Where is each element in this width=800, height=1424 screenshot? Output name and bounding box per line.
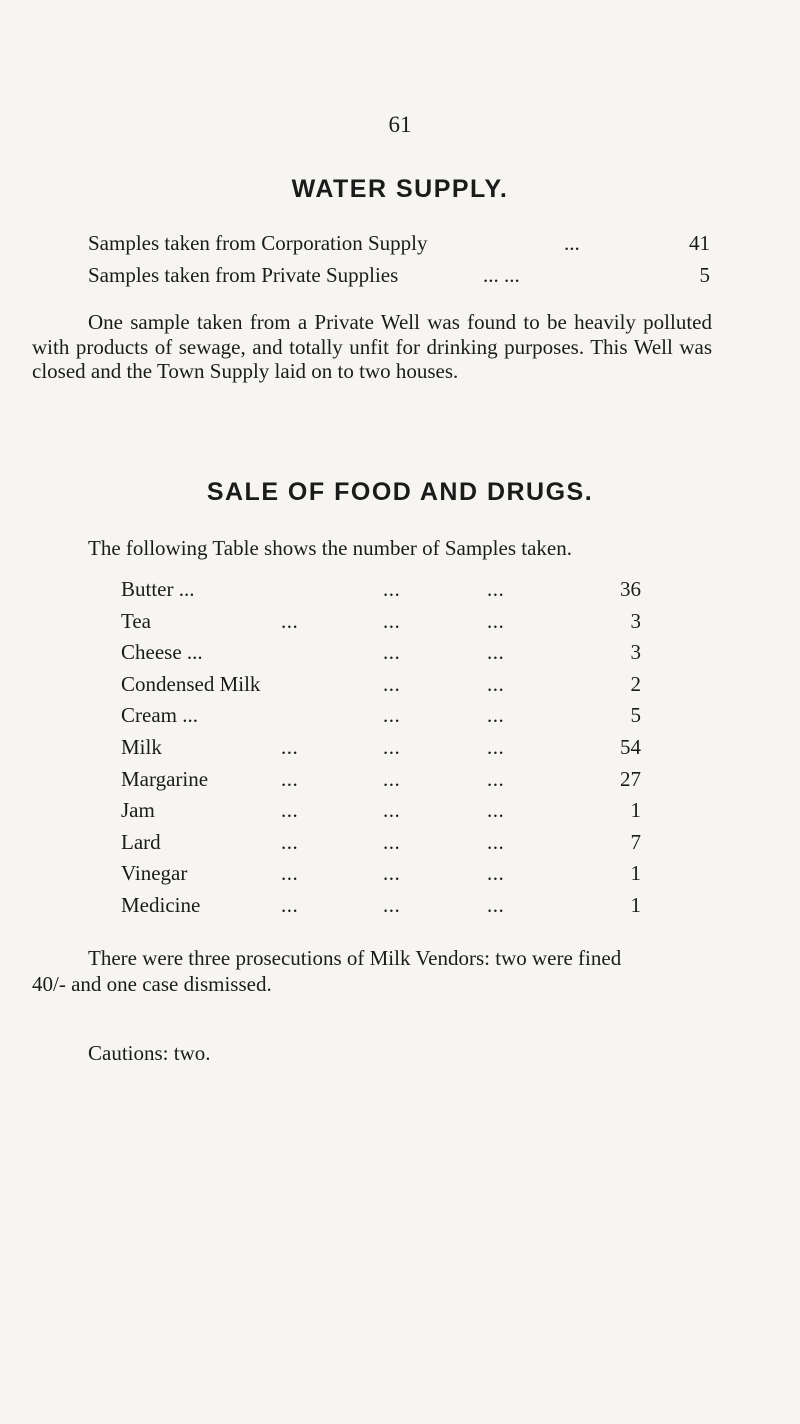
food-item-name: Milk xyxy=(121,734,162,759)
food-item-name: Condensed Milk xyxy=(121,671,261,696)
food-item-count: 3 xyxy=(630,608,641,633)
food-item-count: 3 xyxy=(630,640,641,665)
water-supply-paragraph-text: One sample taken from a Private Well was found to be heavily polluted with products of sewage, and totally unfit for drinking purposes. This Well was closed and the Town Supply laid on to two houses. xyxy=(32,310,712,383)
food-item-name: Tea xyxy=(121,608,152,633)
prosecutions-text xyxy=(32,945,800,997)
water-supply-paragraph xyxy=(32,310,712,384)
prosecutions-line-1: There were three prosecutions of Milk Vendors: two were fined xyxy=(88,946,622,970)
food-item-count: 36 xyxy=(620,577,641,601)
samples-label: Samples taken from Private Supplies xyxy=(88,263,399,287)
food-item-count: 1 xyxy=(630,861,641,886)
leader-dots: ... xyxy=(487,861,505,886)
leader-dots: ... xyxy=(487,608,505,633)
food-item-count: 2 xyxy=(630,671,641,696)
food-item-name: Cream ... xyxy=(121,703,198,728)
samples-value: 41 xyxy=(689,231,710,255)
water-supply-heading: WATER SUPPLY. xyxy=(291,175,509,203)
leader-dots: ... xyxy=(487,829,505,854)
leader-dots: ... xyxy=(281,892,299,917)
food-table-intro: The following Table shows the number of Samples taken. xyxy=(88,536,572,560)
leader-dots: ... xyxy=(383,703,401,728)
table-row xyxy=(121,669,641,701)
food-item-count: 54 xyxy=(620,734,641,759)
table-row xyxy=(121,574,641,606)
leader-dots: ... xyxy=(383,829,401,854)
food-item-count: 1 xyxy=(630,798,641,823)
page-number: 61 xyxy=(388,112,412,137)
food-item-count: 27 xyxy=(620,766,641,791)
food-item-name: Jam xyxy=(121,798,155,823)
leader-dots: ... xyxy=(281,798,299,823)
table-row xyxy=(121,700,641,732)
leader-dots: ... xyxy=(383,671,401,696)
table-row xyxy=(121,637,641,669)
leader-dots: ... xyxy=(281,766,299,791)
leader-dots: ... xyxy=(487,703,505,728)
leader-dots: ... xyxy=(487,892,505,917)
leader-dots: ... xyxy=(487,766,505,791)
leader-dots: ... xyxy=(564,231,580,255)
leader-dots: ... xyxy=(383,640,401,665)
samples-value: 5 xyxy=(699,263,710,287)
leader-dots: ... xyxy=(281,861,299,886)
food-item-name: Butter ... xyxy=(121,577,195,601)
leader-dots: ... xyxy=(487,798,505,823)
leader-dots: ... xyxy=(281,829,299,854)
leader-dots: ... xyxy=(383,734,401,759)
food-item-name: Margarine xyxy=(121,766,209,791)
leader-dots: ... xyxy=(383,861,401,886)
leader-dots: ... xyxy=(383,766,401,791)
food-item-count: 5 xyxy=(630,703,641,728)
leader-dots: ... xyxy=(383,608,401,633)
leader-dots: ... xyxy=(383,798,401,823)
leader-dots: ... xyxy=(281,608,299,633)
food-item-count: 7 xyxy=(630,829,641,854)
table-row xyxy=(121,795,641,827)
table-row xyxy=(121,890,641,922)
leader-dots: ... ... xyxy=(483,263,520,287)
leader-dots: ... xyxy=(281,734,299,759)
leader-dots: ... xyxy=(487,671,505,696)
leader-dots: ... xyxy=(487,734,505,759)
leader-dots: ... xyxy=(383,577,401,601)
food-item-name: Vinegar xyxy=(121,861,188,886)
cautions-text: Cautions: two. xyxy=(88,1041,211,1065)
prosecutions-line-2: 40/- and one case dismissed. xyxy=(32,972,272,996)
table-row xyxy=(121,858,641,890)
table-row xyxy=(121,606,641,638)
leader-dots: ... xyxy=(383,892,401,917)
food-item-count: 1 xyxy=(630,892,641,917)
leader-dots: ... xyxy=(487,640,505,665)
food-and-drugs-heading: SALE OF FOOD AND DRUGS. xyxy=(206,478,594,506)
food-item-name: Medicine xyxy=(121,892,201,917)
samples-label: Samples taken from Corporation Supply xyxy=(88,231,428,255)
table-row xyxy=(121,732,641,764)
food-item-name: Cheese ... xyxy=(121,640,203,665)
food-samples-table xyxy=(121,574,641,922)
food-item-name: Lard xyxy=(121,829,161,854)
samples-row-private xyxy=(88,262,710,289)
leader-dots: ... xyxy=(487,577,505,601)
table-row xyxy=(121,764,641,796)
samples-row-corporation xyxy=(88,230,710,257)
table-row xyxy=(121,827,641,859)
